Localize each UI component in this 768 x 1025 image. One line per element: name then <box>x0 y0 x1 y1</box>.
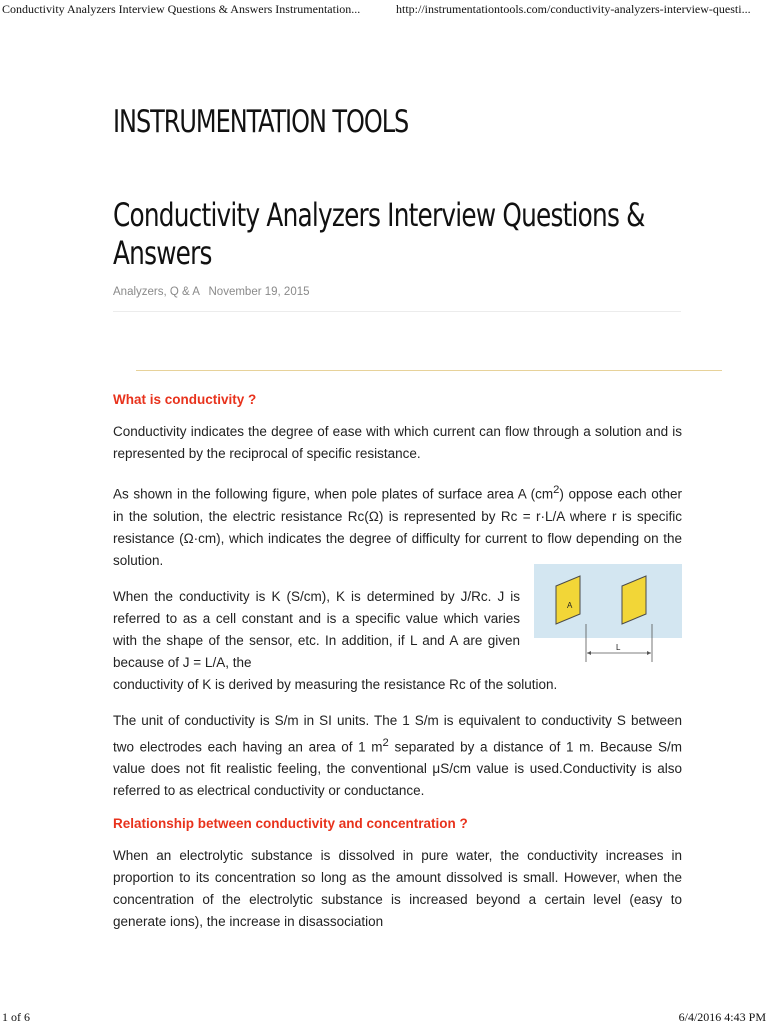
distance-label: L <box>616 643 621 652</box>
print-footer <box>0 1008 768 1024</box>
article-meta <box>113 286 310 298</box>
plate-area-label: A <box>567 601 573 610</box>
article-date: November 19, 2015 <box>208 286 310 298</box>
site-title[interactable]: INSTRUMENTATION TOOLS <box>113 104 409 140</box>
article-categories[interactable]: Analyzers, Q & A <box>113 286 200 298</box>
print-header <box>0 0 768 20</box>
page-number: 1 of 6 <box>2 1010 30 1024</box>
section-heading: What is conductivity ? <box>113 392 257 407</box>
print-datetime: 6/4/2016 4:43 PM <box>678 1010 766 1024</box>
article-body <box>113 392 682 947</box>
article-title: Conductivity Analyzers Interview Questions & Answers <box>113 196 645 272</box>
electrode-diagram <box>534 564 682 662</box>
paragraph-wrapped: When the conductivity is K (S/cm), K is determined by J/Rc. J is referred to as a cell constant and is a specific value which varies with the shape of the sensor, etc. In addition, if L and A are given because of J = L/A, the <box>113 588 520 670</box>
paragraph: The unit of conductivity is S/m in SI units. The 1 S/m is equivalent to conductivity S between two electrodes each having an area of 1 $m^2$ separated by a distance of 1 m. Because S/m value does not fit realistic feeling, the conventional μS/cm value is used.Conductivity is also referred to as electrical conductivity or conductance. <box>113 712 682 798</box>
paragraph: When an electrolytic substance is dissolved in pure water, the conductivity increases in proportion to its concentration so long as the amount dissolved is small. However, when the concentration of the electrolytic substance is increased beyond a certain level (easy to generate ions), the increase in disassociation <box>113 848 682 929</box>
arrowhead-right <box>647 651 651 655</box>
print-header-url[interactable]: http://instrumentationtools.com/conductivity-analyzers-interview-questi... <box>396 2 751 16</box>
divider <box>113 311 681 312</box>
print-header-title: Conductivity Analyzers Interview Questions & Answers Instrumentation... <box>2 2 361 16</box>
electrode-diagram-svg <box>534 564 682 662</box>
paragraph: conductivity of K is derived by measuring the resistance Rc of the solution. <box>113 676 558 692</box>
arrowhead-left <box>587 651 591 655</box>
accent-divider <box>136 370 722 371</box>
paragraph: As shown in the following figure, when pole plates of surface area A $(cm^2)$ oppose each other in the solution, the electric resistance Rc(Ω) is represented by Rc = r·L/A where r is specific resistance (Ω·cm), which indicates the degree of difficulty for current to flow depending on the solution. <box>113 484 682 568</box>
section-heading: Relationship between conductivity and concentration ? <box>113 816 468 831</box>
paragraph: Conductivity indicates the degree of ease with which current can flow through a solution and is represented by the reciprocal of specific resistance. <box>113 424 682 461</box>
